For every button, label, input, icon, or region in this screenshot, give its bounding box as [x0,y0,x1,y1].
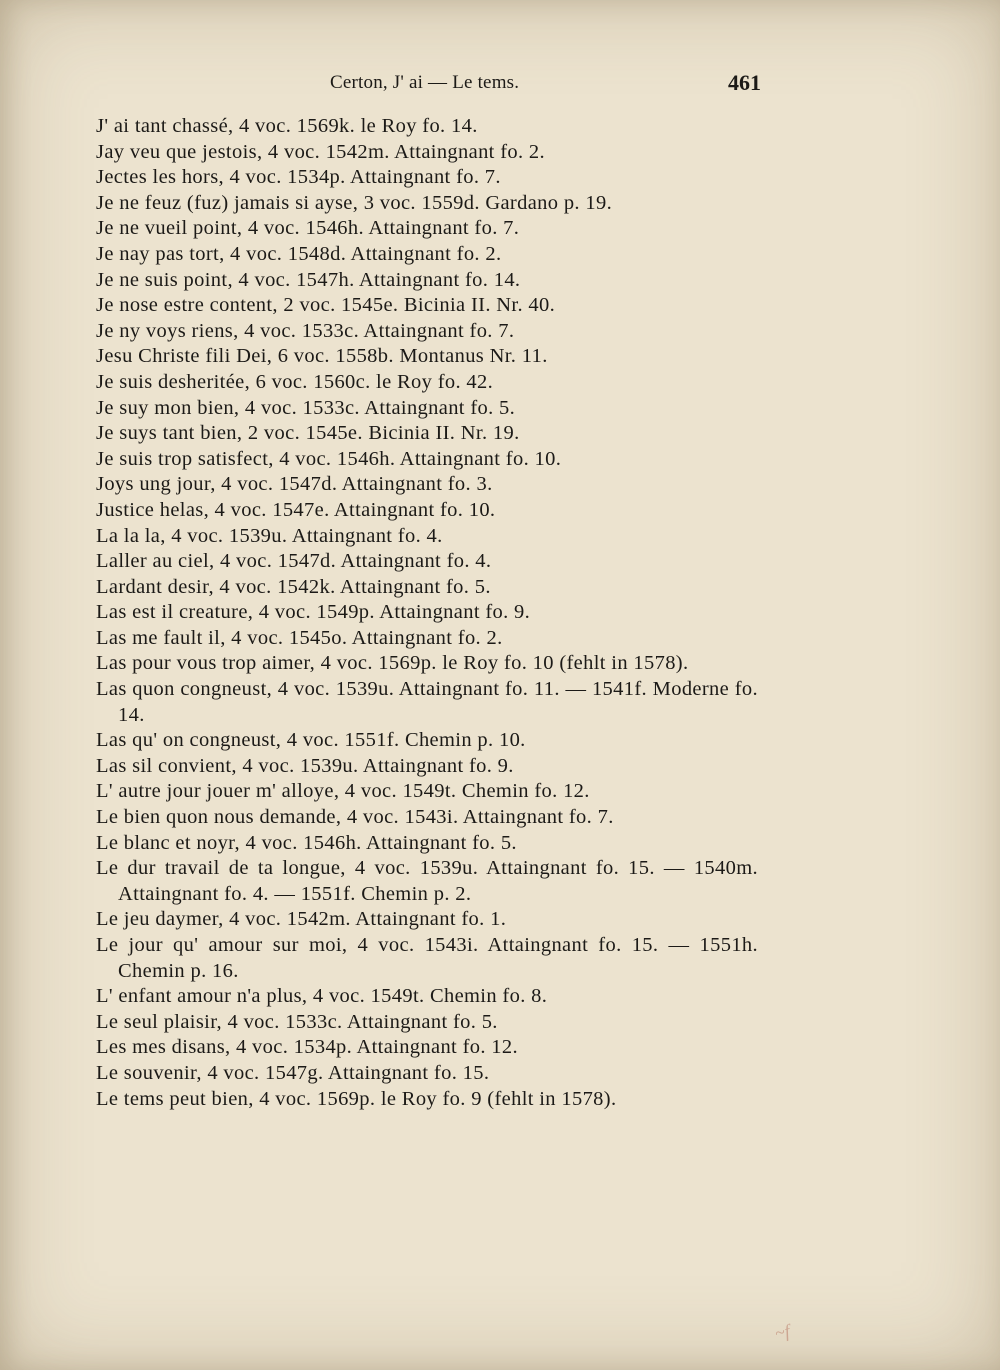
catalogue-entry: Joys ung jour, 4 voc. 1547d. Attaingnant fo. 3. [96,473,493,496]
catalogue-entry: Le tems peut bien, 4 voc. 1569p. le Roy fo. 9 (fehlt in 1578). [96,1087,617,1110]
catalogue-entry: Je suys tant bien, 2 voc. 1545e. Bicinia II. Nr. 19. [96,422,520,445]
catalogue-entry: Laller au ciel, 4 voc. 1547d. Attaingnant fo. 4. [96,550,492,573]
catalogue-entry: La la la, 4 voc. 1539u. Attaingnant fo. 4. [96,524,443,547]
catalogue-entry: Las sil convient, 4 voc. 1539u. Attaingnant fo. 9. [96,754,514,777]
page-number: 461 [728,70,761,95]
catalogue-entry: Le dur travail de ta longue, 4 voc. 1539u. Attaingnant fo. 15. — 1540m. Attaingnant fo. 4. — 1551f. Chemin p. 2. [96,857,758,905]
catalogue-entry: Las pour vous trop aimer, 4 voc. 1569p. le Roy fo. 10 (fehlt in 1578). [96,652,689,675]
catalogue-entry: Le jour qu' amour sur moi, 4 voc. 1543i. Attaingnant fo. 15. — 1551h. Chemin p. 16. [96,934,758,982]
catalogue-entry: Je nose estre content, 2 voc. 1545e. Bicinia II. Nr. 40. [96,294,556,317]
catalogue-entry: Le blanc et noyr, 4 voc. 1546h. Attaingnant fo. 5. [96,831,517,854]
catalogue-entry: J' ai tant chassé, 4 voc. 1569k. le Roy fo. 14. [96,115,478,137]
running-head: Certon, J' ai — Le tems. [330,72,520,93]
catalogue-entry: L' autre jour jouer m' alloye, 4 voc. 1549t. Chemin fo. 12. [96,780,590,803]
catalogue-entry: Lardant desir, 4 voc. 1542k. Attaingnant fo. 5. [96,575,491,598]
catalogue-entry: Les mes disans, 4 voc. 1534p. Attaingnant fo. 12. [96,1036,518,1059]
catalogue-entry: Jesu Christe fili Dei, 6 voc. 1558b. Montanus Nr. 11. [96,345,548,368]
catalogue-entry: Las est il creature, 4 voc. 1549p. Attaingnant fo. 9. [96,601,531,624]
catalogue-entry: Justice helas, 4 voc. 1547e. Attaingnant fo. 10. [96,498,496,521]
catalogue-entry: Je suy mon bien, 4 voc. 1533c. Attaingnant fo. 5. [96,396,516,419]
catalogue-entry: Je ne feuz (fuz) jamais si ayse, 3 voc. 1559d. Gardano p. 19. [96,191,613,214]
catalogue-entry: Je nay pas tort, 4 voc. 1548d. Attaingnant fo. 2. [96,242,502,265]
catalogue-entry: Le seul plaisir, 4 voc. 1533c. Attaingnant fo. 5. [96,1010,498,1033]
catalogue-entry: Jay veu que jestois, 4 voc. 1542m. Attaingnant fo. 2. [96,140,545,163]
catalogue-entry: Je ny voys riens, 4 voc. 1533c. Attaingnant fo. 7. [96,319,515,342]
catalogue-entry: Le jeu daymer, 4 voc. 1542m. Attaingnant fo. 1. [96,908,507,931]
catalogue-entry: Je suis desheritée, 6 voc. 1560c. le Roy fo. 42. [96,370,494,393]
catalogue-entry: Las me fault il, 4 voc. 1545o. Attaingnant fo. 2. [96,626,503,649]
catalogue-entry: L' enfant amour n'a plus, 4 voc. 1549t. Chemin fo. 8. [96,985,548,1008]
catalogue-entry: Las qu' on congneust, 4 voc. 1551f. Chemin p. 10. [96,729,526,752]
catalogue-entry: Le bien quon nous demande, 4 voc. 1543i. Attaingnant fo. 7. [96,806,614,829]
catalogue-entry: Je suis trop satisfect, 4 voc. 1546h. Attaingnant fo. 10. [96,447,562,470]
catalogue-entry: Jectes les hors, 4 voc. 1534p. Attaingnant fo. 7. [96,166,501,189]
catalogue-entry: Je ne vueil point, 4 voc. 1546h. Attaingnant fo. 7. [96,217,520,240]
catalogue-entry: Le souvenir, 4 voc. 1547g. Attaingnant fo. 15. [96,1061,490,1084]
catalogue-entry: Je ne suis point, 4 voc. 1547h. Attaingnant fo. 14. [96,268,521,291]
catalogue-entry: Las quon congneust, 4 voc. 1539u. Attaingnant fo. 11. — 1541f. Moderne fo. 14. [96,678,758,726]
pencil-mark: ~f [772,1320,792,1344]
catalogue-entry-list [96,114,758,1112]
